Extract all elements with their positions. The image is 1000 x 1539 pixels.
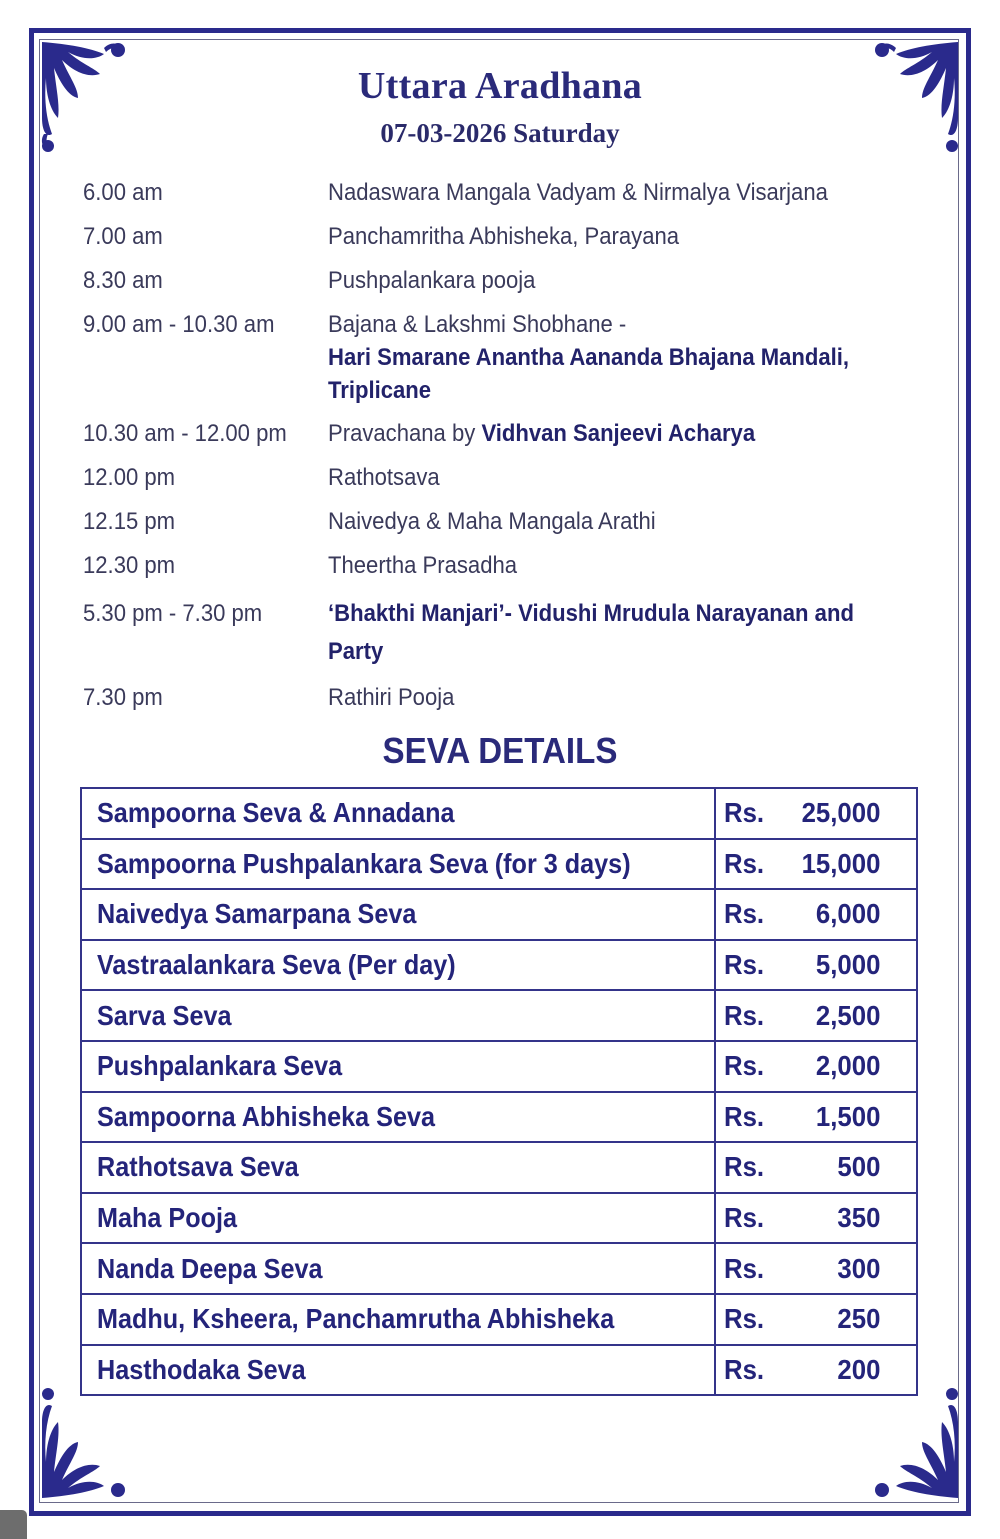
schedule-time: 7.00 am [83, 223, 163, 250]
event-date: 07-03-2026 Saturday [380, 118, 620, 148]
seva-row [81, 1092, 917, 1143]
seva-name-cell [81, 839, 715, 890]
schedule-row [83, 220, 913, 264]
seva-amount-cell [715, 1142, 917, 1193]
seva-row [81, 1243, 917, 1294]
seva-amount: 200 [837, 1353, 881, 1385]
seva-amount: 1,500 [815, 1100, 881, 1132]
seva-currency: Rs. [724, 1100, 765, 1132]
page-title: Uttara Aradhana [357, 65, 643, 107]
seva-row [81, 788, 917, 839]
seva-amount: 25,000 [801, 797, 881, 829]
seva-amount-cell [715, 839, 917, 890]
seva-currency: Rs. [724, 999, 765, 1031]
seva-name-cell [81, 940, 715, 991]
seva-currency: Rs. [724, 1202, 765, 1234]
schedule-event-text: Bajana & Lakshmi Shobhane - [328, 311, 627, 338]
seva-amount: 15,000 [801, 847, 881, 879]
seva-name-cell [81, 990, 715, 1041]
seva-currency: Rs. [724, 797, 765, 829]
seva-name: Sampoorna Abhisheka Seva [97, 1100, 435, 1132]
floral-corner-bottom-right-icon [870, 1384, 962, 1502]
schedule-time: 6.00 am [83, 179, 163, 206]
schedule-row [83, 681, 913, 725]
seva-amount-cell [715, 1092, 917, 1143]
seva-name: Sampoorna Seva & Annadana [97, 797, 455, 829]
seva-amount: 6,000 [815, 898, 881, 930]
seva-amount: 5,000 [815, 949, 881, 981]
seva-row [81, 1142, 917, 1193]
schedule-row [83, 549, 913, 595]
seva-name-cell [81, 1345, 715, 1396]
seva-name: Maha Pooja [97, 1202, 238, 1234]
schedule-event-text: Pravachana by [328, 420, 482, 447]
seva-amount: 250 [837, 1303, 881, 1335]
schedule-row [83, 417, 913, 461]
seva-name-cell [81, 1092, 715, 1143]
seva-currency: Rs. [724, 898, 765, 930]
seva-name-cell [81, 889, 715, 940]
schedule-row [83, 505, 913, 549]
schedule-time: 12.30 pm [83, 552, 176, 579]
schedule-performer-location: Triplicane [328, 377, 432, 404]
schedule-performer: Vidhvan Sanjeevi Acharya [481, 420, 756, 447]
seva-name: Pushpalankara Seva [97, 1050, 343, 1082]
seva-amount: 2,000 [815, 1050, 881, 1082]
schedule-row [83, 308, 913, 417]
seva-currency: Rs. [724, 1252, 765, 1284]
seva-amount-cell [715, 940, 917, 991]
schedule-row [83, 264, 913, 308]
seva-name: Rathotsava Seva [97, 1151, 299, 1183]
seva-row [81, 1345, 917, 1396]
schedule-time: 10.30 am - 12.00 pm [83, 420, 287, 447]
seva-table [80, 787, 918, 1396]
schedule-time: 7.30 pm [83, 684, 163, 711]
seva-currency: Rs. [724, 949, 765, 981]
seva-name: Sampoorna Pushpalankara Seva (for 3 days) [97, 847, 631, 879]
seva-amount-cell [715, 1294, 917, 1345]
seva-amount: 2,500 [815, 999, 881, 1031]
seva-name: Vastraalankara Seva (Per day) [97, 949, 456, 981]
seva-row [81, 940, 917, 991]
seva-name-cell [81, 1193, 715, 1244]
schedule-performer-extra: Party [328, 638, 384, 665]
schedule-row [83, 176, 913, 220]
schedule-time: 5.30 pm - 7.30 pm [83, 600, 263, 627]
schedule-event: Rathotsava [328, 464, 440, 491]
seva-currency: Rs. [724, 847, 765, 879]
floral-corner-bottom-left-icon [38, 1384, 130, 1502]
seva-amount: 300 [837, 1252, 881, 1284]
seva-amount-cell [715, 1243, 917, 1294]
seva-currency: Rs. [724, 1050, 765, 1082]
seva-row [81, 839, 917, 890]
schedule-time: 12.15 pm [83, 508, 176, 535]
schedule-row [83, 461, 913, 505]
seva-name: Madhu, Ksheera, Panchamrutha Abhisheka [97, 1303, 615, 1335]
seva-amount-cell [715, 788, 917, 839]
schedule-event: Naivedya & Maha Mangala Arathi [328, 508, 656, 535]
seva-amount: 500 [837, 1151, 881, 1183]
seva-currency: Rs. [724, 1151, 765, 1183]
schedule-event [328, 417, 866, 450]
seva-row [81, 1041, 917, 1092]
schedule-performer: ‘Bhakthi Manjari’- Vidushi Mrudula Narayanan and [328, 600, 854, 627]
schedule-time: 9.00 am - 10.30 am [83, 311, 275, 338]
seva-row [81, 889, 917, 940]
schedule-time: 12.00 pm [83, 464, 176, 491]
schedule-event [328, 308, 866, 407]
seva-name-cell [81, 788, 715, 839]
seva-name-cell [81, 1294, 715, 1345]
seva-row [81, 1294, 917, 1345]
seva-amount: 350 [837, 1202, 881, 1234]
seva-currency: Rs. [724, 1303, 765, 1335]
seva-amount-cell [715, 990, 917, 1041]
seva-name-cell [81, 1041, 715, 1092]
schedule-row [83, 595, 913, 681]
seva-name: Naivedya Samarpana Seva [97, 898, 417, 930]
schedule-event: Theertha Prasadha [328, 552, 518, 579]
seva-amount-cell [715, 1041, 917, 1092]
seva-name: Hasthodaka Seva [97, 1353, 306, 1385]
schedule-event: Pushpalankara pooja [328, 267, 536, 294]
scroll-tab[interactable] [0, 1510, 27, 1539]
schedule-event: Nadaswara Mangala Vadyam & Nirmalya Visarjana [328, 179, 828, 206]
seva-amount-cell [715, 889, 917, 940]
schedule-list [83, 176, 913, 725]
seva-amount-cell [715, 1193, 917, 1244]
schedule-time: 8.30 am [83, 267, 163, 294]
seva-row [81, 990, 917, 1041]
seva-name: Sarva Seva [97, 999, 232, 1031]
schedule-event [328, 595, 866, 671]
seva-row [81, 1193, 917, 1244]
schedule-performer: Hari Smarane Anantha Aananda Bhajana Mandali, [328, 344, 850, 371]
seva-name-cell [81, 1142, 715, 1193]
schedule-event: Panchamritha Abhisheka, Parayana [328, 223, 680, 250]
seva-currency: Rs. [724, 1353, 765, 1385]
schedule-event: Rathiri Pooja [328, 684, 455, 711]
seva-details-heading: SEVA DETAILS [382, 730, 618, 771]
seva-name-cell [81, 1243, 715, 1294]
seva-amount-cell [715, 1345, 917, 1396]
seva-name: Nanda Deepa Seva [97, 1252, 323, 1284]
